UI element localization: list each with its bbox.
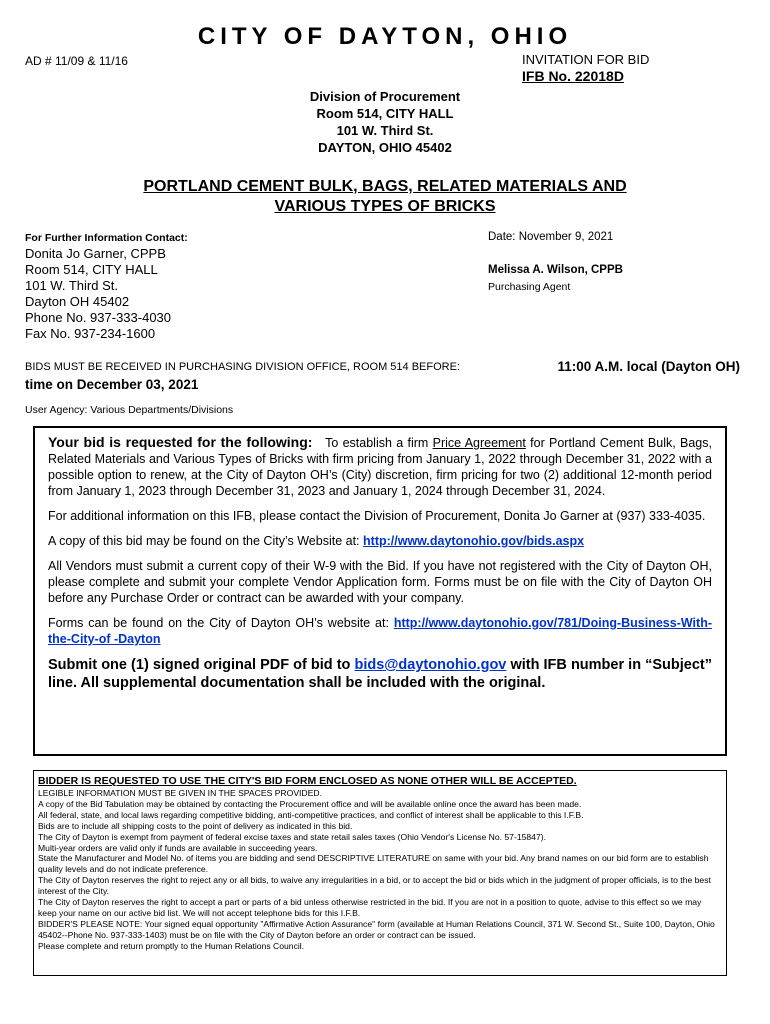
date-value: November 9, 2021 bbox=[518, 231, 614, 243]
invitation-label: INVITATION FOR BID bbox=[522, 52, 650, 67]
contact-phone: Phone No. 937-333-4030 bbox=[25, 310, 172, 325]
project-title-line: PORTLAND CEMENT BULK, BAGS, RELATED MATERIALS AND bbox=[143, 178, 627, 195]
price-agreement-text: Price Agreement bbox=[432, 436, 526, 450]
deadline-time: 11:00 A.M. local (Dayton OH) bbox=[557, 359, 740, 374]
date-label: Date: bbox=[488, 231, 516, 243]
fine-print-line: The City of Dayton reserves the right to reject any or all bids, to waive any irregularities in a bid, or to accept the bid or bids which in the judgment of proper officials, is to the best interest of the City. bbox=[38, 875, 711, 897]
contact-city: Dayton OH 45402 bbox=[25, 294, 130, 309]
buyer-name: Melissa A. Wilson, CPPB bbox=[488, 264, 623, 276]
fine-print-line: Please complete and return promptly to the Human Relations Council. bbox=[38, 940, 305, 951]
forms-paragraph bbox=[48, 615, 712, 647]
request-lead: Your bid is requested for the following: bbox=[48, 434, 313, 450]
fine-print-line: Bids are to include all shipping costs to the point of delivery as indicated in this bid. bbox=[38, 820, 353, 831]
fine-print-line: All federal, state, and local laws regarding competitive bidding, anti-competitive practices, and conflict of interest shall be applicable to this I.F.B. bbox=[38, 809, 584, 820]
fine-print-line: State the Manufacturer and Model No. of items you are bidding and send DESCRIPTIVE LITERATURE on same with your bid. Any brand names on our bid form are to establish quality levels and do not indicate preference. bbox=[38, 853, 709, 875]
buyer-title: Purchasing Agent bbox=[488, 281, 571, 293]
contact-room: Room 514, CITY HALL bbox=[25, 262, 158, 277]
city-title: CITY OF DAYTON, OHIO bbox=[197, 23, 573, 50]
fine-print-line: A copy of the Bid Tabulation may be obtained by contacting the Procurement office and will be available online once the award has been made. bbox=[38, 798, 582, 809]
bid-request-box bbox=[33, 426, 727, 756]
division-line: Division of Procurement bbox=[309, 89, 461, 104]
project-title bbox=[0, 177, 770, 217]
doing-business-link[interactable]: http://www.daytonohio.gov/781/Doing-Business-With-the-City-of -Dayton bbox=[48, 616, 712, 646]
request-paragraph bbox=[48, 434, 712, 499]
fine-print-heading: BIDDER IS REQUESTED TO USE THE CITY'S BID FORM ENCLOSED AS NONE OTHER WILL BE ACCEPTED. bbox=[38, 775, 577, 787]
bids-email-link[interactable]: bids@daytonohio.gov bbox=[354, 657, 507, 673]
request-text: for Portland Cement Bulk, Bags, Related Materials and Various Types of Bricks with firm pricing from January 1, 2022 through December 31, 2022 with a possible option to renew, at the City of Dayton OH’s (City) discretion, firm pricing for two (2) additional 12-month period from January 1, 2023 through December 31, 2023 and January 1, 2024 through December 31, 2024. bbox=[48, 436, 712, 498]
division-line: DAYTON, OHIO 45402 bbox=[318, 140, 452, 155]
submit-text: with IFB number in “Subject” line. All supplemental documentation shall be included with the original. bbox=[48, 657, 713, 691]
contact-name: Donita Jo Garner, CPPB bbox=[25, 246, 166, 261]
ifb-number: IFB No. 22018D bbox=[522, 68, 624, 84]
vendor-paragraph: All Vendors must submit a current copy of their W-9 with the Bid. If you have not registered with the City of Dayton OH, please complete and submit your complete Vendor Application form. Forms must be on file with the City of Dayton OH before any Purchase Order or contract can be awarded with your company. bbox=[48, 559, 712, 605]
division-line: 101 W. Third St. bbox=[336, 123, 434, 138]
contact-heading: For Further Information Contact: bbox=[25, 232, 188, 244]
date-line bbox=[488, 231, 613, 243]
fine-print-line: LEGIBLE INFORMATION MUST BE GIVEN IN THE SPACES PROVIDED. bbox=[38, 788, 322, 798]
ad-dates: AD # 11/09 & 11/16 bbox=[25, 54, 128, 68]
division-line: Room 514, CITY HALL bbox=[316, 106, 454, 121]
user-agency: User Agency: Various Departments/Divisions bbox=[25, 404, 234, 416]
info-paragraph: For additional information on this IFB, please contact the Division of Procurement, Donita Jo Garner at (937) 333-4035. bbox=[48, 509, 706, 523]
website-text: A copy of this bid may be found on the City’s Website at: bbox=[48, 534, 360, 548]
bids-link[interactable]: http://www.daytonohio.gov/bids.aspx bbox=[363, 534, 585, 548]
contact-block bbox=[25, 246, 171, 342]
fine-print-line: The City of Dayton is exempt from payment of federal excise taxes and state retail sales taxes (Ohio Vendor's License No. 57-15847). bbox=[38, 831, 546, 842]
fine-print-line: BIDDER'S PLEASE NOTE: Your signed equal opportunity "Affirmative Action Assurance" form (available at Human Relations Council, 371 W. Second St., Suite 100, Dayton, Ohio 45402--Phone No. 937-333-1403) must be on file with the City of Dayton before an order or contract can be issued. bbox=[38, 918, 715, 940]
request-text: To establish a firm bbox=[325, 436, 429, 450]
fine-print-box bbox=[33, 770, 727, 976]
contact-street: 101 W. Third St. bbox=[25, 278, 118, 293]
contact-fax: Fax No. 937-234-1600 bbox=[25, 326, 156, 341]
fine-print-line: The City of Dayton reserves the right to accept a part or parts of a bid unless otherwise restricted in the bid. If you are not in a position to quote, advise to this effect so we may keep your name on our active bid list. We will not accept telephone bids for this I.F.B. bbox=[38, 897, 702, 918]
website-paragraph bbox=[48, 533, 712, 549]
division-address bbox=[0, 88, 770, 156]
fine-print-line: Multi-year orders are valid only if funds are available in succeeding years. bbox=[38, 842, 318, 853]
project-title-line: VARIOUS TYPES OF BRICKS bbox=[274, 198, 496, 215]
deadline-date: time on December 03, 2021 bbox=[25, 377, 199, 392]
bid-deadline bbox=[25, 358, 740, 394]
submit-paragraph bbox=[48, 656, 712, 692]
deadline-text: BIDS MUST BE RECEIVED IN PURCHASING DIVISION OFFICE, ROOM 514 BEFORE: bbox=[25, 361, 460, 373]
forms-text: Forms can be found on the City of Dayton OH’s website at: bbox=[48, 616, 389, 630]
submit-text: Submit one (1) signed original PDF of bid to bbox=[48, 657, 351, 673]
